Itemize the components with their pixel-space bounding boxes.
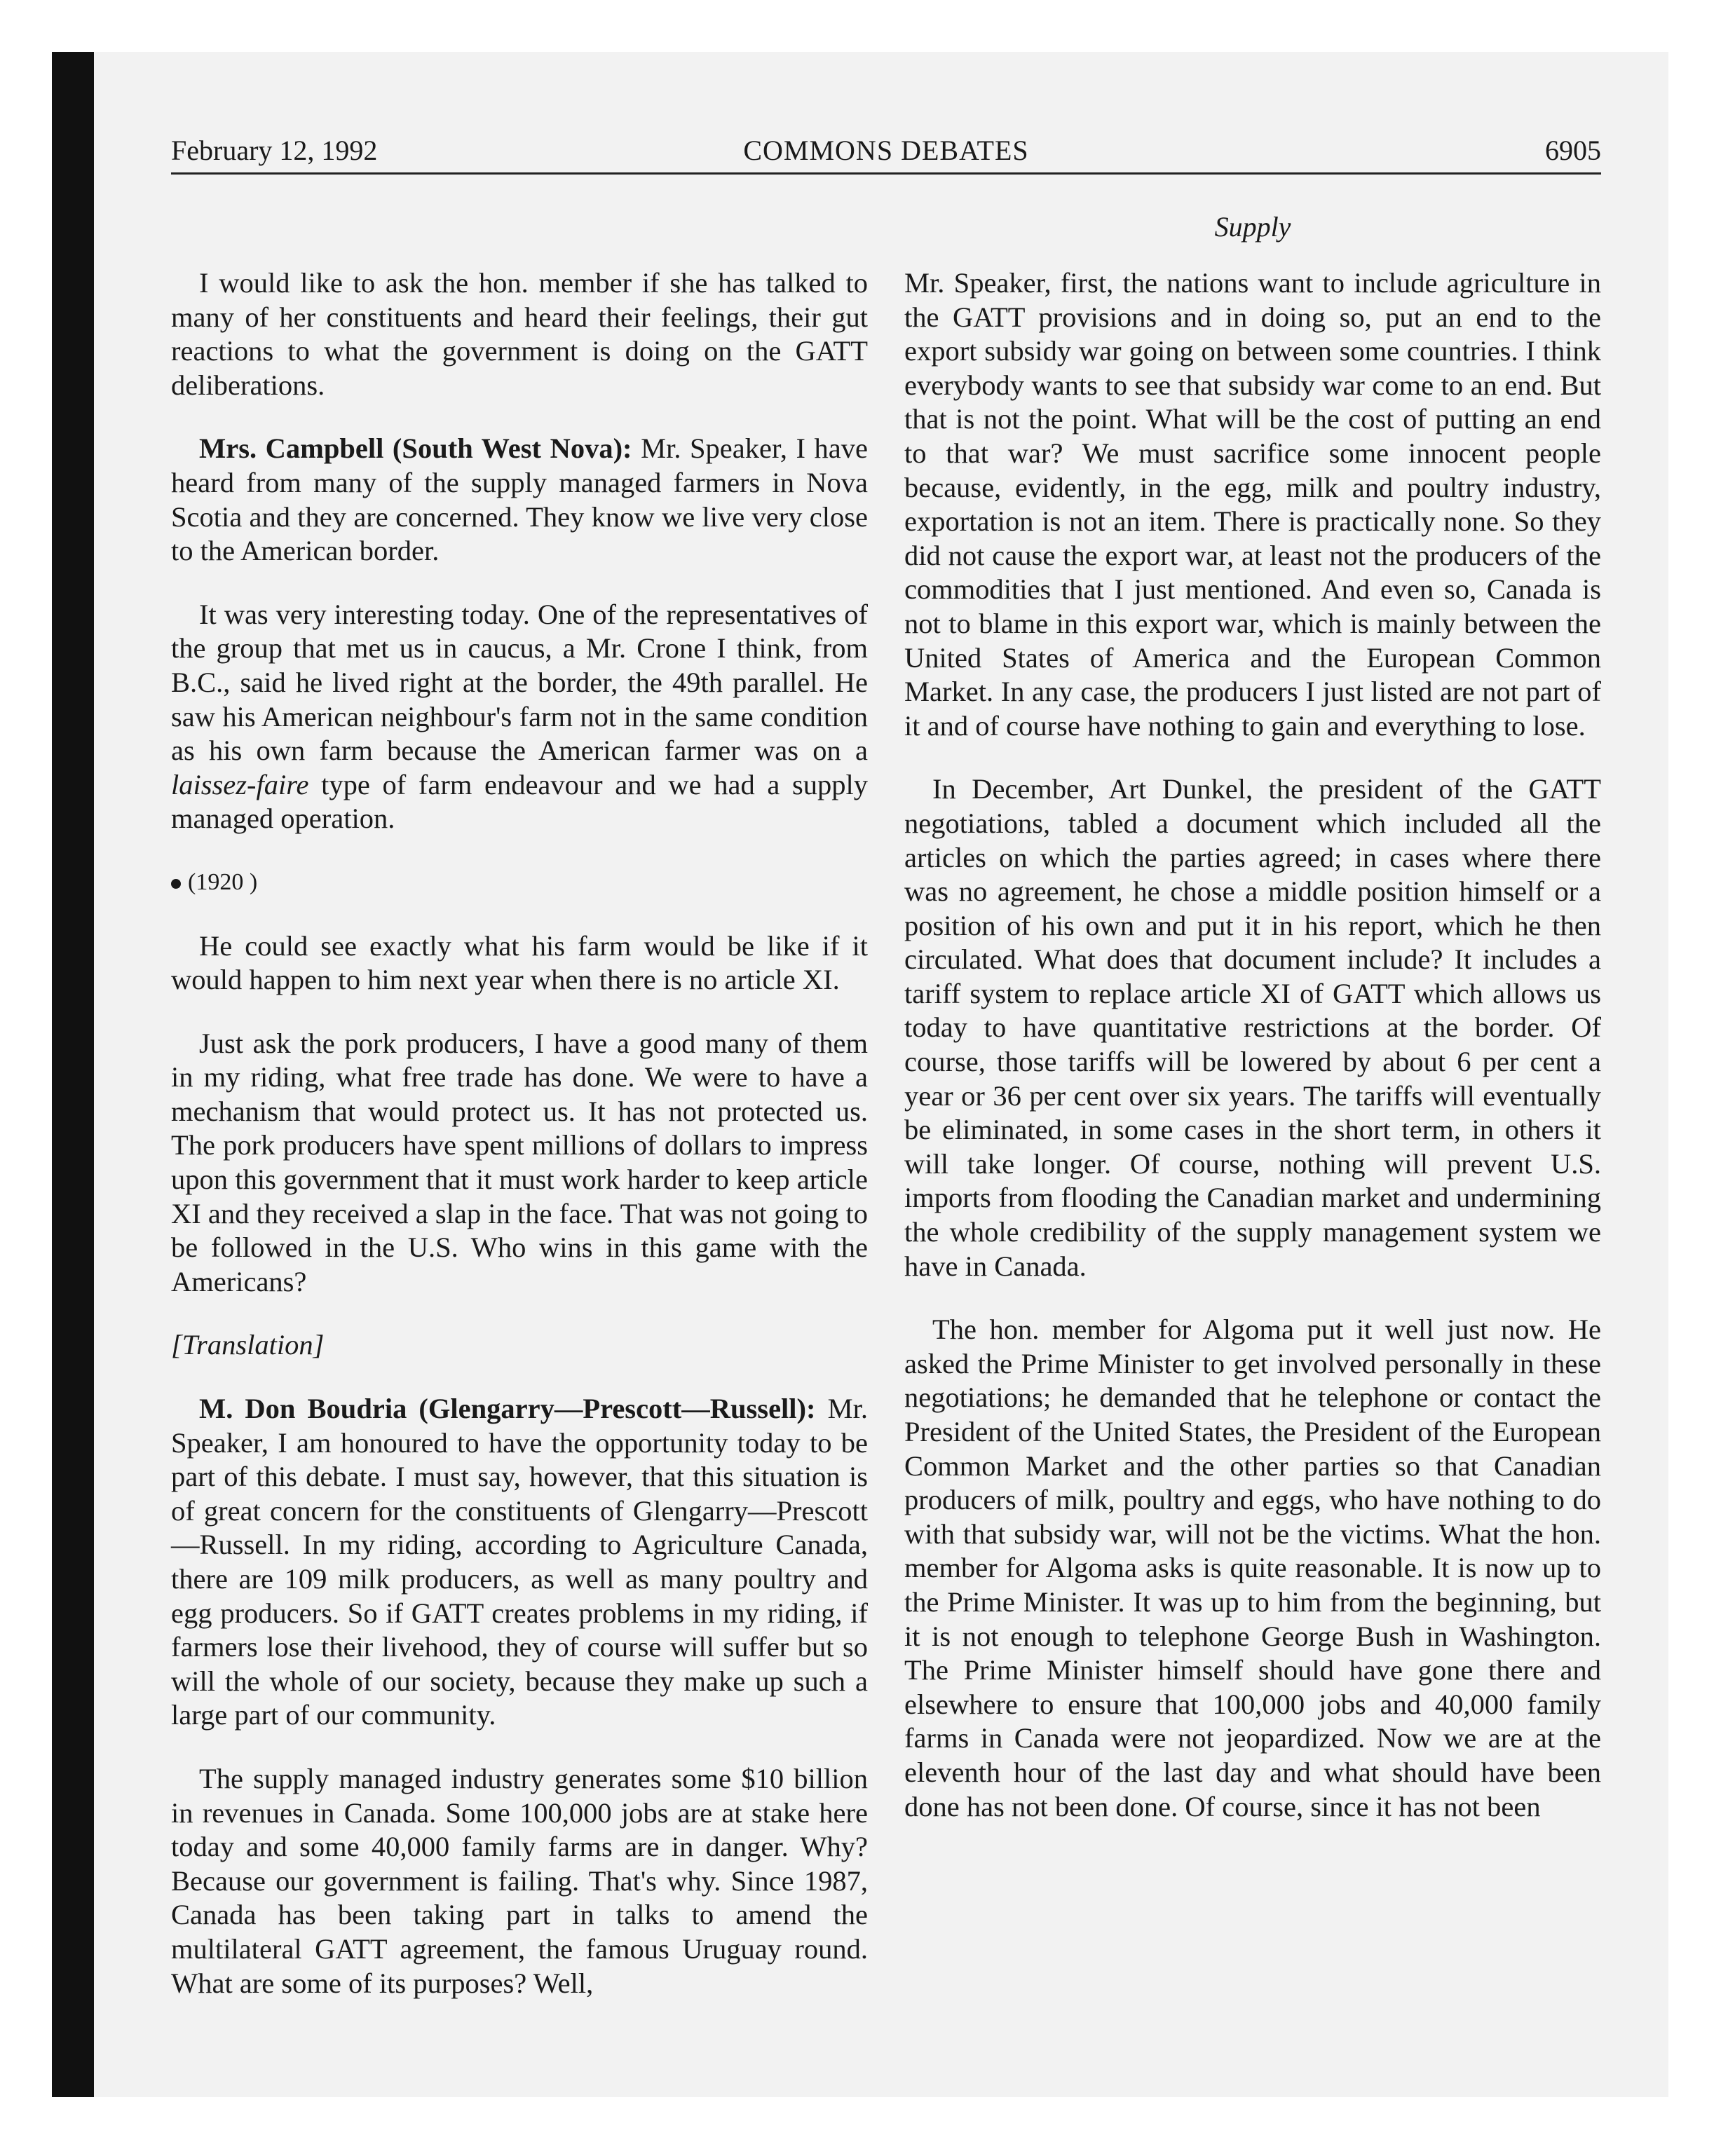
header-page-number: 6905	[1545, 135, 1601, 166]
paragraph	[171, 432, 868, 568]
paragraph: He could see exactly what his farm would be like if it would happen to him next year when there is no article XI.	[171, 929, 868, 996]
left-column	[171, 266, 868, 2030]
header-date: February 12, 1992	[171, 135, 378, 166]
speech-text: Mr. Speaker, I have heard from many of the supply managed farmers in Nova Scotia and they are concerned. They know we live very close to the American border.	[171, 432, 868, 567]
translation-label: [Translation]	[171, 1329, 325, 1361]
paragraph	[171, 1392, 868, 1733]
section-title: Supply	[1214, 211, 1291, 243]
page-header	[171, 130, 1601, 175]
paragraph: I would like to ask the hon. member if she has talked to many of her constituents and heard their feelings, their gut reactions to what the government is doing on the GATT deliberations.	[171, 267, 868, 401]
italic-term: laissez-faire	[171, 768, 309, 800]
paragraph: The supply managed industry generates some $10 billion in revenues in Canada. Some 100,000 jobs are at stake here today and some 40,000 family farms are in danger. Why? Because our government is failing. That's why. Since 1987, Canada has been taking part in talks to amend the multilateral GATT agreement, the famous Uruguay round. What are some of its purposes? Well,	[171, 1762, 868, 1999]
header-publication: COMMONS DEBATES	[743, 135, 1029, 166]
time-marker	[171, 866, 868, 900]
speaker-name: Mrs. Campbell (South West Nova):	[199, 432, 632, 465]
right-column	[904, 266, 1601, 1853]
paragraph: Mr. Speaker, first, the nations want to include agriculture in the GATT provisions and in doing so, put an end to the export subsidy war going on between some countries. I think everybody wants to see that subsidy war come to an end. But that is not the point. What will be the cost of putting an end to that war? We must sacrifice some innocent people because, evidently, in the egg, milk and poultry industry, exportation is not an item. There is practically none. So they did not cause the export war, at least not the producers of the commodities that I just mentioned. And even so, Canada is not to blame in this export war, which is mainly between the United States of America and the European Common Market. In any case, the producers I just listed are not part of it and of course have nothing to gain and everything to lose.	[904, 267, 1601, 742]
paragraph: In December, Art Dunkel, the president of the GATT negotiations, tabled a document which included all the articles on which the parties agreed; in cases where there was no agreement, he chose a middle position himself or a position of his own and put it in his report, which he then circulated. What does that document include? It includes a tariff system to replace article XI of GATT which allows us today to have quantitative restrictions at the border. Of course, those tariffs will be lowered by about 6 per cent a year or 36 per cent over six years. The tariffs will eventually be eliminated, in some cases in the short term, in others it will take longer. Of course, nothing will prevent U.S. imports from flooding the Canadian market and undermining the whole credibility of the supply management system we have in Canada.	[904, 773, 1601, 1282]
time-marker-text: (1920 )	[188, 868, 258, 895]
paragraph: The hon. member for Algoma put it well just now. He asked the Prime Minister to get involved personally in these negotiations; he demanded that he telephone or contact the President of the United States, the President of the European Common Market and the other parties so that Canadian producers of milk, poultry and eggs, who have nothing to do with that subsidy war, will not be the victims. What the hon. member for Algoma asks is quite reasonable. It is now up to the Prime Minister. It was up to him from the beginning, but it is not enough to telephone George Bush in Washington. The Prime Minister himself should have gone there and elsewhere to ensure that 100,000 jobs and 40,000 family farms in Canada were not jeopardized. Now we are at the eleventh hour of the last day and what should have been done has not been done. Of course, since it has not been	[904, 1314, 1601, 1822]
speaker-name: M. Don Boudria (Glengarry—Prescott—Russell):	[199, 1393, 816, 1425]
translation-label-text: Translation	[182, 1329, 313, 1361]
paragraph	[171, 598, 868, 836]
binding-edge	[52, 52, 94, 2097]
speech-text: type of farm endeavour and we had a supply managed operation.	[171, 768, 868, 835]
speech-text: It was very interesting today. One of the representatives of the group that met us in caucus, a Mr. Crone I think, from B.C., said he lived right at the border, the 49th parallel. He saw his American neighbour's farm not in the same condition as his own farm because the American farmer was on a	[171, 598, 868, 767]
bullet-icon	[171, 879, 181, 889]
speech-text: Mr. Speaker, I am honoured to have the opportunity today to be part of this debate. I must say, however, that this situation is of great concern for the constituents of Glengarry—Prescott—Russell. In my riding, according to Agriculture Canada, there are 109 milk producers, as well as many poultry and egg producers. So if GATT creates problems in my riding, if farmers lose their livehood, they of course will suffer but so will the whole of our society, because they make up such a large part of our community.	[171, 1393, 869, 1731]
paragraph: Just ask the pork producers, I have a good many of them in my riding, what free trade has done. We were to have a mechanism that would protect us. It has not protected us. The pork producers have spent millions of dollars to impress upon this government that it must work harder to keep article XI and they received a slap in the face. That was not going to be followed in the U.S. Who wins in this game with the Americans?	[171, 1027, 868, 1297]
